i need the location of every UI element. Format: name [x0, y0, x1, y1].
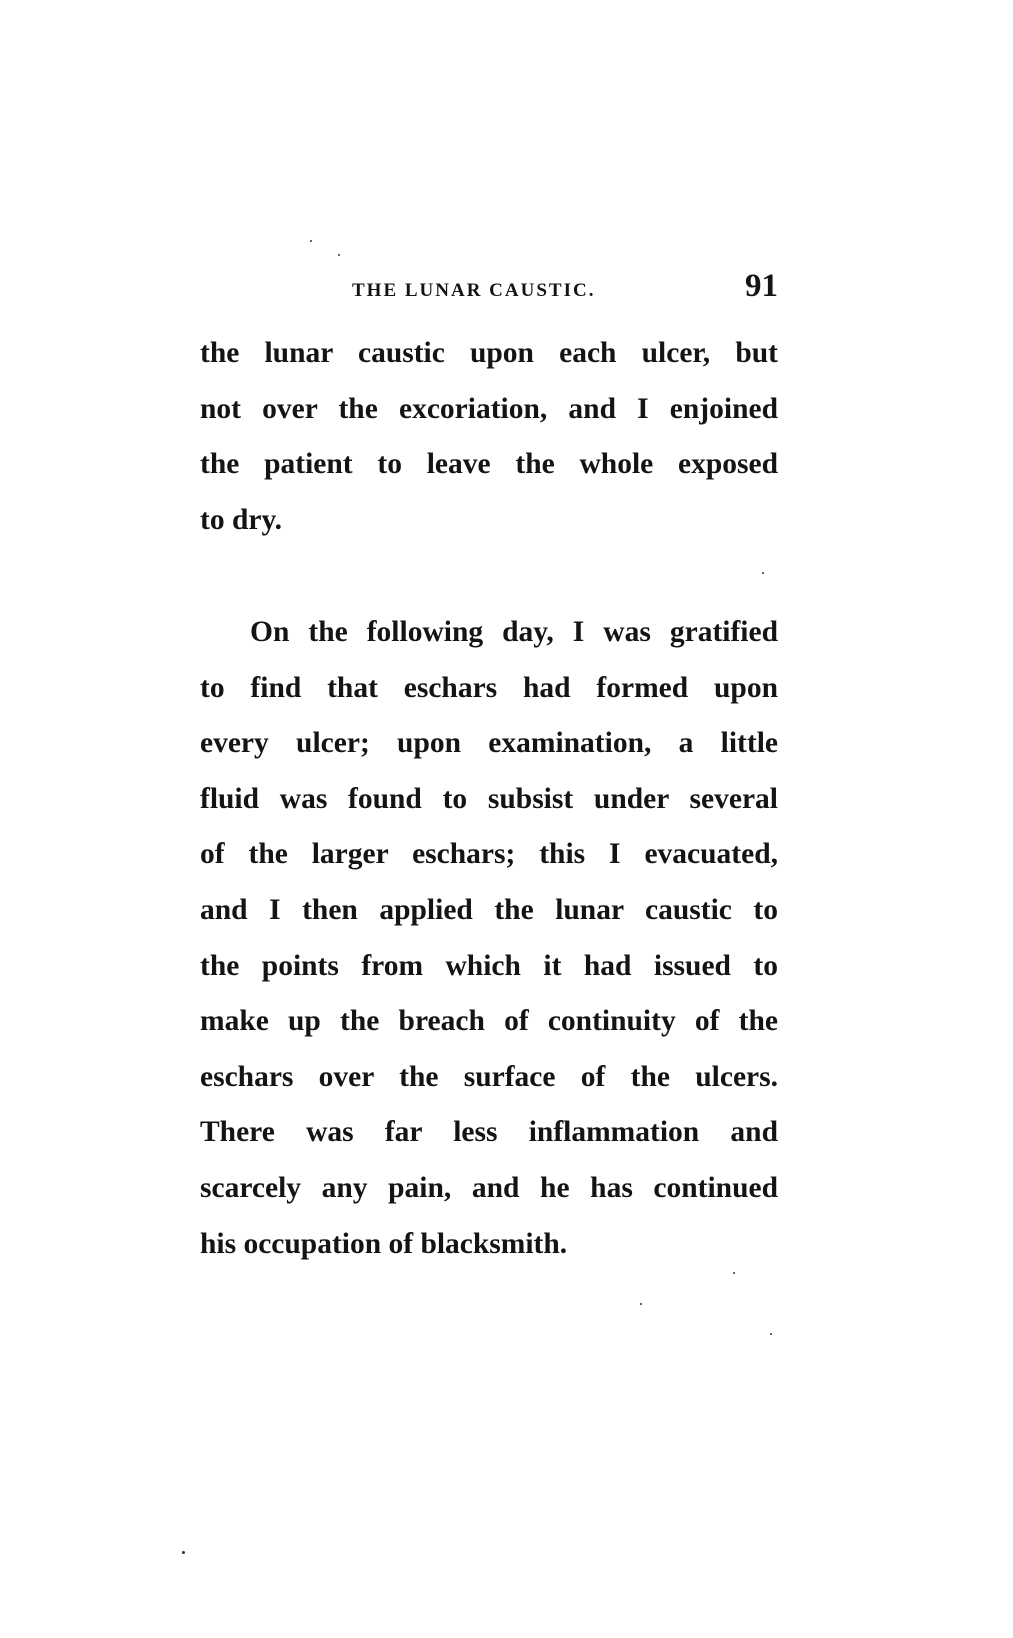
paragraph-2 [200, 605, 778, 1272]
text-line: his occupation of blacksmith. [200, 1227, 568, 1260]
text-line: of the larger eschars; this I evacuated, [200, 838, 778, 871]
text-line: scarcely any pain, and he has continued [200, 1171, 778, 1204]
text-line: the patient to leave the whole exposed [200, 448, 778, 481]
page-number: 91 [745, 268, 778, 304]
text-line: not over the excoriation, and I enjoined [200, 392, 778, 425]
scan-speck [733, 1272, 735, 1274]
scan-speck [310, 240, 312, 242]
text-line: eschars over the surface of the ulcers. [200, 1060, 778, 1093]
text-line: fluid was found to subsist under several [200, 782, 778, 815]
running-title: THE LUNAR CAUSTIC. [352, 280, 596, 301]
text-line: There was far less inflammation and [200, 1116, 778, 1149]
page-header [200, 268, 778, 308]
text-line: make up the breach of continuity of the [200, 1005, 778, 1038]
text-line: to find that eschars had formed upon [200, 671, 778, 704]
paragraph-1 [200, 326, 778, 548]
scan-speck [770, 1333, 772, 1335]
text-line: the lunar caustic upon each ulcer, but [200, 337, 778, 369]
text-line: the points from which it had issued to [200, 949, 778, 982]
scan-speck [182, 1551, 185, 1554]
text-line: every ulcer; upon examination, a little [200, 727, 778, 760]
text-line: On the following day, I was gratified [250, 616, 778, 648]
text-line: to dry. [200, 503, 282, 536]
scan-speck [762, 572, 764, 574]
scan-speck [640, 1303, 642, 1305]
text-line: and I then applied the lunar caustic to [200, 893, 778, 926]
scan-speck [338, 254, 340, 256]
